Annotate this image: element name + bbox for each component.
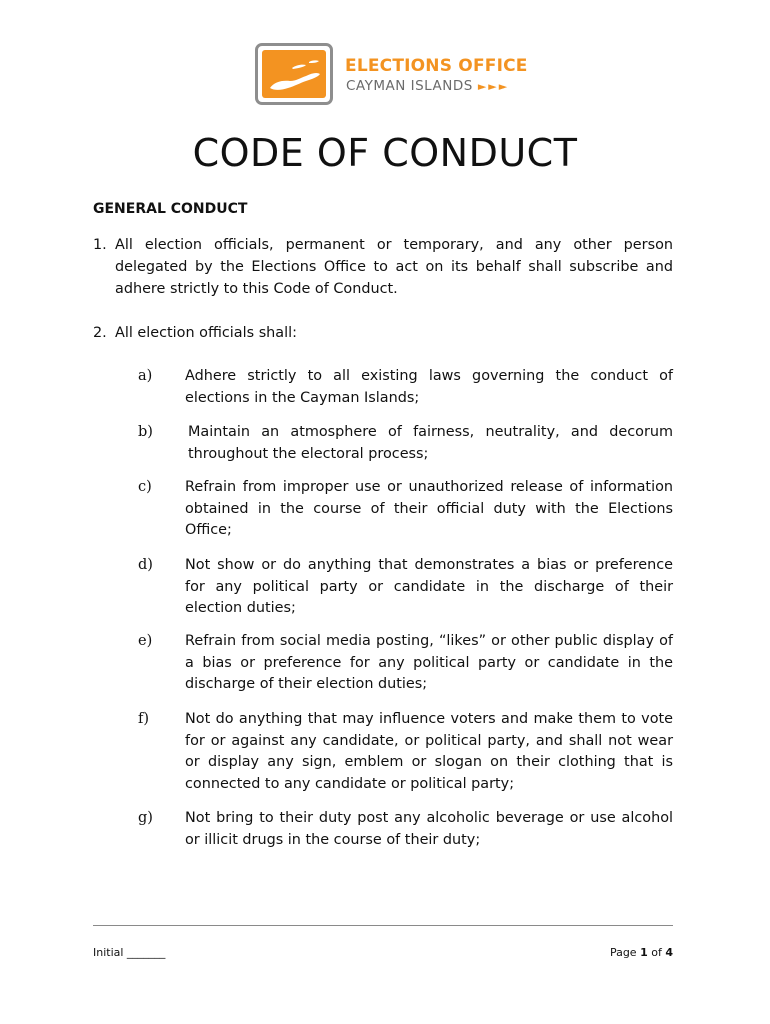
item-letter: a) xyxy=(138,368,153,384)
logo-subtitle xyxy=(346,78,509,94)
sub-item-a xyxy=(93,366,673,409)
item-letter: f) xyxy=(138,711,150,727)
logo-emblem-frame xyxy=(255,43,333,105)
sub-item-g xyxy=(93,808,673,851)
initial-field: Initial _______ xyxy=(93,946,166,959)
item-number: 1. xyxy=(93,237,107,253)
item-text: Not do anything that may influence voters and make them to vote for or against any candidate, or political party, and shall not wear or display any sign, emblem or slogan on their clothing that is connected to any candidate or political party; xyxy=(185,711,673,792)
logo-emblem xyxy=(262,50,326,98)
item-text: Refrain from social media posting, “likes” or other public display of a bias or preference for any political party or candidate in the discharge of their election duties; xyxy=(185,633,673,692)
item-text: All election officials, permanent or temporary, and any other person delegated by the Elections Office to act on its behalf shall subscribe and adhere strictly to this Code of Conduct. xyxy=(115,237,673,297)
sub-item-e xyxy=(93,631,673,696)
item-letter: b) xyxy=(138,424,153,440)
item-letter: e) xyxy=(138,633,153,649)
logo-arrows-icon: ►►► xyxy=(477,80,510,93)
numbered-item-2 xyxy=(93,322,673,344)
sub-item-d xyxy=(93,555,673,620)
footer-divider xyxy=(93,925,673,926)
elections-office-logo xyxy=(255,43,535,107)
item-text: Maintain an atmosphere of fairness, neutrality, and decorum throughout the electoral process; xyxy=(188,424,673,462)
page-current: 1 xyxy=(640,946,648,959)
document-title: CODE OF CONDUCT xyxy=(192,131,578,175)
item-text: Refrain from improper use or unauthorized release of information obtained in the course of their official duty with the Elections Office; xyxy=(185,479,673,538)
logo-subtitle-text: CAYMAN ISLANDS xyxy=(346,78,473,94)
item-text: Not show or do anything that demonstrates a bias or preference for any political party or candidate in the discharge of their election duties; xyxy=(185,557,673,616)
cayman-islands-map-icon xyxy=(262,50,326,98)
item-letter: c) xyxy=(138,479,152,495)
page-label: Page xyxy=(609,946,637,959)
page-total: 4 xyxy=(665,946,673,959)
page-number xyxy=(595,946,673,959)
item-text: Not bring to their duty post any alcoholic beverage or use alcohol or illicit drugs in the course of their duty; xyxy=(185,810,673,848)
section-heading: GENERAL CONDUCT xyxy=(93,201,248,217)
sub-item-c xyxy=(93,477,673,542)
item-number: 2. xyxy=(93,325,107,341)
logo-title: ELECTIONS OFFICE xyxy=(345,56,528,76)
sub-item-b xyxy=(93,422,673,465)
item-text: All election officials shall: xyxy=(115,325,297,341)
sub-item-f xyxy=(93,709,673,795)
page-of-label: of xyxy=(651,946,662,959)
item-letter: g) xyxy=(138,810,153,826)
item-text: Adhere strictly to all existing laws governing the conduct of elections in the Cayman Islands; xyxy=(185,368,673,406)
item-letter: d) xyxy=(138,557,153,573)
numbered-item-1 xyxy=(93,234,673,300)
